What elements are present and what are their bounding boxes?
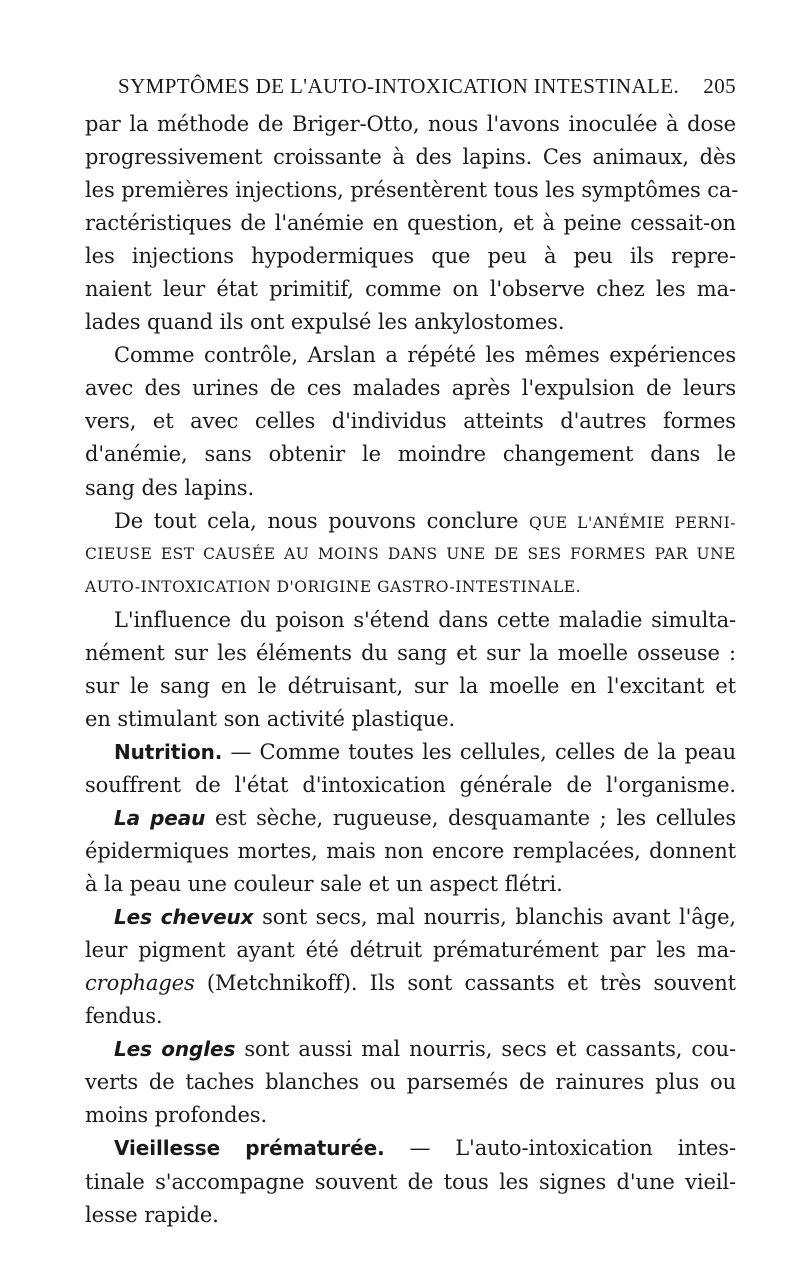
text-line: à la peau une couleur sale et un aspect flétri.: [85, 872, 563, 897]
text-run: sont aussi mal nourris, secs et cassants, cou-: [235, 1037, 736, 1062]
text-line: Comme contrôle, Arslan a répété les mêmes expériences: [114, 343, 736, 368]
text-line: sang des lapins.: [85, 475, 255, 500]
text-run: sont secs, mal nourris, blanchis avant l'âge,: [253, 905, 736, 930]
skin-line: [85, 802, 736, 835]
nails-line: [85, 1033, 736, 1066]
text-line: fendus.: [85, 1004, 163, 1029]
text-line: lesse rapide.: [85, 1202, 219, 1227]
text-line: vers, et avec celles d'individus atteints d'autres formes: [85, 409, 736, 434]
subheading-hair: Les cheveux: [114, 905, 254, 930]
text-run: — Comme toutes les cellules, celles de la peau: [222, 739, 736, 764]
text-line: d'anémie, sans obtenir le moindre changement dans le: [85, 442, 736, 467]
text-line: moins profondes.: [85, 1103, 268, 1128]
running-head: [112, 74, 736, 108]
subheading-nails: Les ongles: [114, 1037, 236, 1062]
text-line: verts de taches blanches ou parsemés de rainures plus ou: [85, 1070, 736, 1095]
nutrition-line: [85, 736, 736, 769]
section-heading-old-age: Vieillesse prématurée.: [114, 1136, 385, 1161]
text-line: les injections hypodermiques que peu à peu ils repre-: [85, 244, 736, 269]
conclusion-small-caps-line: CIEUSE EST CAUSÉE AU MOINS DANS UNE DE SES FORMES PAR UNE: [85, 544, 736, 563]
text-line: par la méthode de Briger-Otto, nous l'avons inoculée à dose: [85, 112, 736, 136]
text-line: épidermiques mortes, mais non encore remplacées, donnent: [85, 839, 736, 864]
hair-line: [85, 901, 736, 934]
section-heading-nutrition: Nutrition.: [114, 739, 223, 764]
text-line: L'influence du poison s'étend dans cette maladie simulta-: [114, 607, 736, 632]
text-run: (Metchnikoff). Ils sont cassants et très souvent: [194, 971, 736, 996]
italic-term: crophages: [85, 971, 195, 996]
old-age-line: [85, 1132, 736, 1165]
text-line: progressivement croissante à des lapins. Ces animaux, dès: [85, 145, 736, 170]
text-line: naient leur état primitif, comme on l'observe chez les ma-: [85, 277, 736, 302]
text-line: sur le sang en le détruisant, sur la moelle en l'excitant et: [85, 673, 736, 698]
text-line: avec des urines de ces malades après l'expulsion de leurs: [85, 376, 736, 401]
conclusion-intro: De tout cela, nous pouvons conclure: [114, 508, 529, 533]
text-line: tinale s'accompagne souvent de tous les signes d'une vieil-: [85, 1169, 736, 1194]
body-text: [85, 108, 739, 1232]
subheading-skin: La peau: [114, 805, 206, 830]
conclusion-small-caps-line: AUTO-INTOXICATION D'ORIGINE GASTRO-INTESTINALE.: [85, 577, 582, 596]
macrophages-line: [85, 967, 736, 1000]
text-line: ractéristiques de l'anémie en question, et à peine cessait-on: [85, 211, 736, 236]
conclusion-line: [85, 505, 736, 538]
text-line: les premières injections, présentèrent tous les symptômes ca-: [85, 178, 739, 203]
text-line: nément sur les éléments du sang et sur la moelle osseuse :: [85, 640, 736, 665]
page-number: 205: [703, 74, 736, 98]
text-run: — L'auto-intoxication intes-: [384, 1136, 736, 1161]
text-line: leur pigment ayant été détruit prématurément par les ma-: [85, 938, 736, 963]
running-head-title: SYMPTÔMES DE L'AUTO-INTOXICATION INTESTINALE.: [118, 74, 680, 98]
text-line: en stimulant son activité plastique.: [85, 706, 456, 731]
text-line: souffrent de l'état d'intoxication générale de l'organisme.: [85, 772, 736, 797]
text-run: est sèche, rugueuse, desquamante ; les cellules: [205, 805, 736, 830]
conclusion-small-caps: QUE L'ANÉMIE PERNI-: [529, 513, 736, 532]
text-line: lades quand ils ont expulsé les ankylostomes.: [85, 310, 565, 335]
